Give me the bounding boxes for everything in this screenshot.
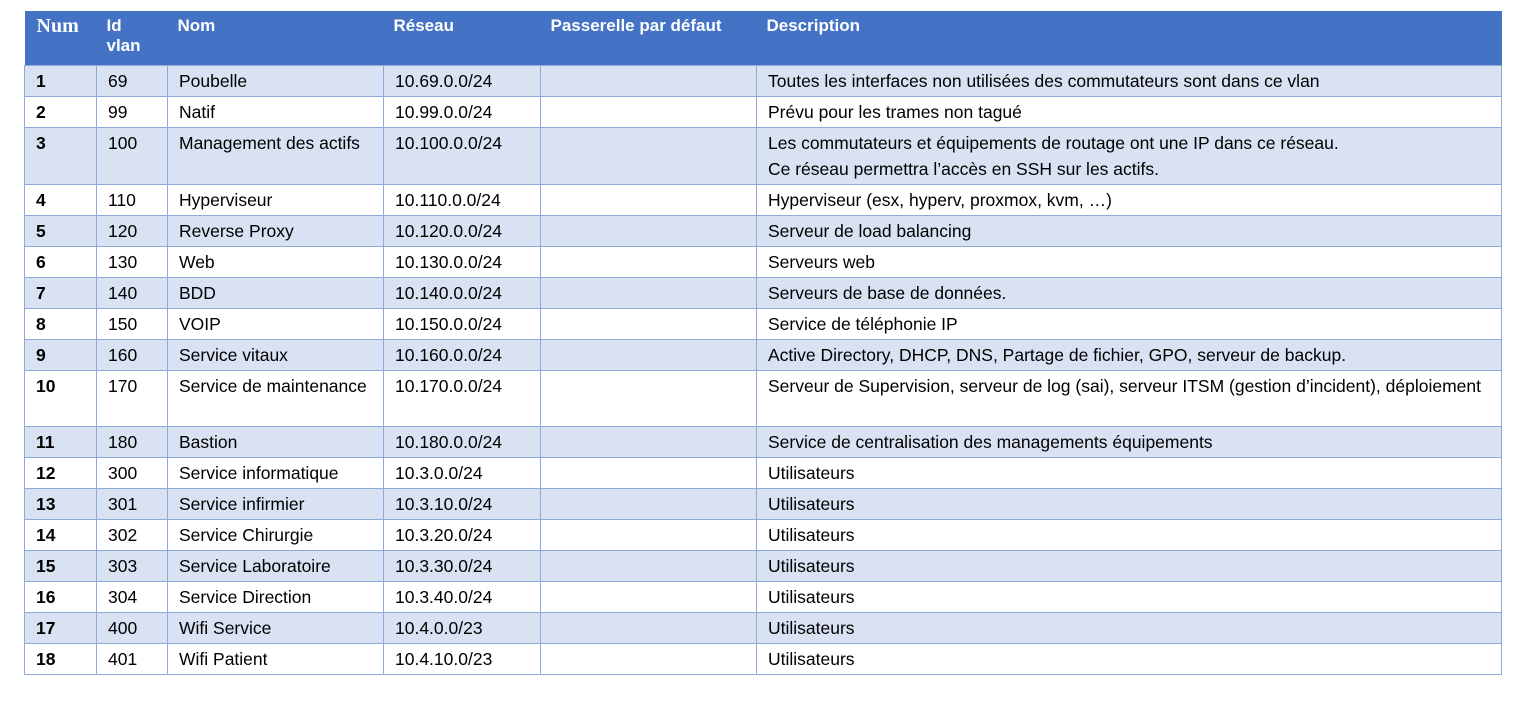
cell-num: 11 — [25, 426, 97, 457]
cell-description: Utilisateurs — [757, 643, 1502, 674]
cell-id-vlan: 303 — [97, 550, 168, 581]
cell-description: Service de téléphonie IP — [757, 308, 1502, 339]
cell-id-vlan: 400 — [97, 612, 168, 643]
cell-passerelle — [541, 426, 757, 457]
vlan-table — [24, 11, 1502, 675]
cell-description: Utilisateurs — [757, 488, 1502, 519]
cell-passerelle — [541, 488, 757, 519]
table-row — [25, 612, 1502, 643]
table-row — [25, 550, 1502, 581]
header-id-vlan — [97, 11, 168, 65]
cell-reseau: 10.140.0.0/24 — [384, 277, 541, 308]
cell-reseau: 10.3.30.0/24 — [384, 550, 541, 581]
cell-reseau: 10.3.0.0/24 — [384, 457, 541, 488]
cell-id-vlan: 69 — [97, 65, 168, 96]
cell-reseau: 10.3.10.0/24 — [384, 488, 541, 519]
table-row — [25, 581, 1502, 612]
cell-nom: Service Chirurgie — [168, 519, 384, 550]
cell-passerelle — [541, 550, 757, 581]
table-body — [25, 65, 1502, 674]
cell-description: Serveurs web — [757, 246, 1502, 277]
cell-nom: Service informatique — [168, 457, 384, 488]
cell-reseau: 10.4.0.0/23 — [384, 612, 541, 643]
table-row — [25, 519, 1502, 550]
cell-reseau: 10.170.0.0/24 — [384, 370, 541, 426]
cell-nom: VOIP — [168, 308, 384, 339]
cell-description: Utilisateurs — [757, 457, 1502, 488]
cell-id-vlan: 180 — [97, 426, 168, 457]
cell-description-line1: Les commutateurs et équipements de routage ont une IP dans ce réseau. — [768, 132, 1339, 153]
cell-reseau: 10.100.0.0/24 — [384, 127, 541, 184]
cell-description: Utilisateurs — [757, 612, 1502, 643]
cell-description: Service de centralisation des managements équipements — [757, 426, 1502, 457]
header-num: Num — [36, 15, 79, 37]
table-row — [25, 308, 1502, 339]
cell-description: Serveur de load balancing — [757, 215, 1502, 246]
table-row — [25, 184, 1502, 215]
cell-id-vlan: 99 — [97, 96, 168, 127]
cell-reseau: 10.3.40.0/24 — [384, 581, 541, 612]
table-header — [25, 11, 1502, 65]
cell-nom: Service Laboratoire — [168, 550, 384, 581]
cell-id-vlan: 130 — [97, 246, 168, 277]
cell-passerelle — [541, 277, 757, 308]
cell-passerelle — [541, 370, 757, 426]
cell-num: 14 — [25, 519, 97, 550]
cell-description: Utilisateurs — [757, 550, 1502, 581]
cell-nom: Management des actifs — [168, 127, 384, 184]
cell-description: Serveur de Supervision, serveur de log (sai), serveur ITSM (gestion d’incident), déploiement — [757, 370, 1502, 426]
cell-nom: Reverse Proxy — [168, 215, 384, 246]
cell-num: 3 — [25, 127, 97, 184]
cell-num: 17 — [25, 612, 97, 643]
cell-id-vlan: 110 — [97, 184, 168, 215]
cell-nom: Wifi Patient — [168, 643, 384, 674]
cell-id-vlan: 301 — [97, 488, 168, 519]
cell-reseau: 10.150.0.0/24 — [384, 308, 541, 339]
vlan-table-container — [24, 11, 1501, 675]
cell-nom: Hyperviseur — [168, 184, 384, 215]
cell-nom: Poubelle — [168, 65, 384, 96]
cell-nom: Service infirmier — [168, 488, 384, 519]
table-row — [25, 370, 1502, 426]
cell-num: 13 — [25, 488, 97, 519]
cell-passerelle — [541, 581, 757, 612]
cell-nom: Web — [168, 246, 384, 277]
cell-passerelle — [541, 184, 757, 215]
cell-num: 4 — [25, 184, 97, 215]
header-reseau: Réseau — [393, 16, 454, 35]
header-description: Description — [766, 16, 861, 35]
cell-description-line2: Ce réseau permettra l’accès en SSH sur les actifs. — [768, 158, 1159, 179]
cell-description — [757, 127, 1502, 184]
cell-description: Serveurs de base de données. — [757, 277, 1502, 308]
table-row — [25, 65, 1502, 96]
cell-reseau: 10.120.0.0/24 — [384, 215, 541, 246]
cell-reseau: 10.99.0.0/24 — [384, 96, 541, 127]
cell-passerelle — [541, 308, 757, 339]
table-row — [25, 643, 1502, 674]
table-row — [25, 488, 1502, 519]
cell-num: 12 — [25, 457, 97, 488]
cell-nom: Natif — [168, 96, 384, 127]
cell-id-vlan: 120 — [97, 215, 168, 246]
cell-reseau: 10.110.0.0/24 — [384, 184, 541, 215]
table-row — [25, 246, 1502, 277]
header-id-vlan-line2: vlan — [106, 36, 141, 55]
cell-id-vlan: 302 — [97, 519, 168, 550]
cell-passerelle — [541, 643, 757, 674]
cell-passerelle — [541, 96, 757, 127]
cell-passerelle — [541, 519, 757, 550]
table-row — [25, 215, 1502, 246]
cell-id-vlan: 150 — [97, 308, 168, 339]
cell-id-vlan: 160 — [97, 339, 168, 370]
table-row — [25, 127, 1502, 184]
cell-num: 2 — [25, 96, 97, 127]
cell-num: 7 — [25, 277, 97, 308]
cell-id-vlan: 300 — [97, 457, 168, 488]
cell-nom: Service vitaux — [168, 339, 384, 370]
cell-passerelle — [541, 339, 757, 370]
cell-passerelle — [541, 215, 757, 246]
cell-nom: Bastion — [168, 426, 384, 457]
cell-num: 18 — [25, 643, 97, 674]
table-row — [25, 96, 1502, 127]
cell-num: 5 — [25, 215, 97, 246]
header-nom: Nom — [177, 16, 216, 35]
cell-description: Toutes les interfaces non utilisées des commutateurs sont dans ce vlan — [757, 65, 1502, 96]
table-row — [25, 277, 1502, 308]
cell-id-vlan: 401 — [97, 643, 168, 674]
header-row — [25, 11, 1502, 65]
cell-description: Hyperviseur (esx, hyperv, proxmox, kvm, …) — [757, 184, 1502, 215]
cell-id-vlan: 140 — [97, 277, 168, 308]
cell-num: 16 — [25, 581, 97, 612]
header-passerelle: Passerelle par défaut — [550, 16, 722, 35]
cell-nom: BDD — [168, 277, 384, 308]
table-row — [25, 426, 1502, 457]
cell-num: 8 — [25, 308, 97, 339]
table-row — [25, 457, 1502, 488]
cell-nom: Wifi Service — [168, 612, 384, 643]
cell-reseau: 10.4.10.0/23 — [384, 643, 541, 674]
cell-nom: Service Direction — [168, 581, 384, 612]
cell-num: 9 — [25, 339, 97, 370]
cell-id-vlan: 304 — [97, 581, 168, 612]
cell-num: 6 — [25, 246, 97, 277]
cell-passerelle — [541, 457, 757, 488]
cell-reseau: 10.69.0.0/24 — [384, 65, 541, 96]
cell-description: Active Directory, DHCP, DNS, Partage de fichier, GPO, serveur de backup. — [757, 339, 1502, 370]
cell-reseau: 10.180.0.0/24 — [384, 426, 541, 457]
cell-num: 15 — [25, 550, 97, 581]
cell-passerelle — [541, 612, 757, 643]
cell-id-vlan: 170 — [97, 370, 168, 426]
cell-passerelle — [541, 65, 757, 96]
cell-description: Utilisateurs — [757, 519, 1502, 550]
cell-reseau: 10.160.0.0/24 — [384, 339, 541, 370]
cell-num: 10 — [25, 370, 97, 426]
cell-id-vlan: 100 — [97, 127, 168, 184]
cell-num: 1 — [25, 65, 97, 96]
cell-passerelle — [541, 127, 757, 184]
cell-passerelle — [541, 246, 757, 277]
cell-reseau: 10.3.20.0/24 — [384, 519, 541, 550]
table-row — [25, 339, 1502, 370]
cell-description: Prévu pour les trames non tagué — [757, 96, 1502, 127]
header-id-vlan-line1: Id — [106, 16, 122, 35]
cell-description: Utilisateurs — [757, 581, 1502, 612]
cell-nom: Service de maintenance — [168, 370, 384, 426]
cell-reseau: 10.130.0.0/24 — [384, 246, 541, 277]
